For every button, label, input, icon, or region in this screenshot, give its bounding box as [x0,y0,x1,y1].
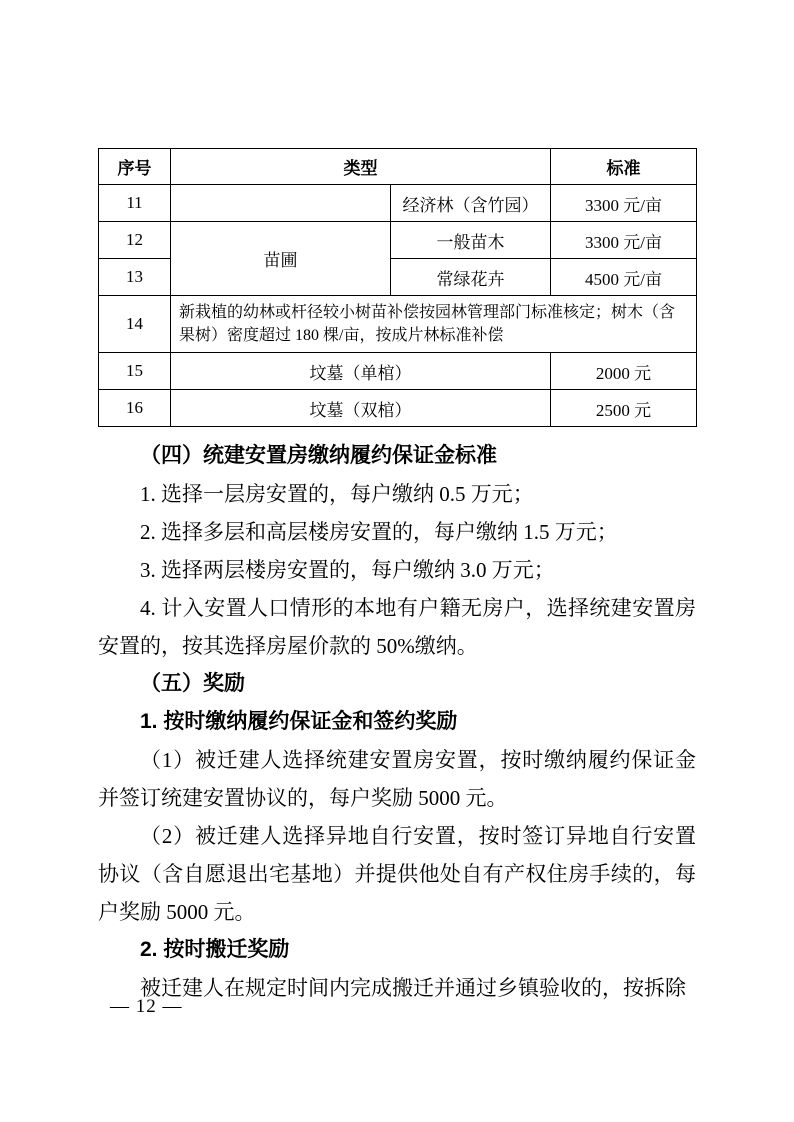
section-5-sub-1-paragraph-2: （2）被迁建人选择异地自行安置，按时签订异地自行安置协议（含自愿退出宅基地）并提供他处自有产权住房手续的，每户奖励 5000 元。 [98,824,696,924]
page-number: — 12 — [110,996,183,1017]
table-row-16 [99,390,697,427]
table-row-12 [99,222,697,259]
cell-no: 16 [99,390,171,427]
cell-standard: 4500 元/亩 [551,259,697,296]
cell-type-sub: 常绿花卉 [391,259,551,296]
cell-type-group-empty [171,185,391,222]
section-5-sub-2-paragraph-1: 被迁建人在规定时间内完成搬迁并通过乡镇验收的，按拆除 [140,976,686,1000]
col-header-standard: 标准 [551,149,697,185]
cell-type-sub: 经济林（含竹园） [391,185,551,222]
table-header-row [99,149,697,185]
cell-no: 12 [99,222,171,259]
section-4-item-2: 2. 选择多层和高层楼房安置的，每户缴纳 1.5 万元； [140,520,618,544]
section-5-sub-1-paragraph-1: （1）被迁建人选择统建安置房安置，按时缴纳履约保证金并签订统建安置协议的，每户奖励 5000 元。 [98,748,696,810]
cell-no: 11 [99,185,171,222]
cell-standard: 2500 元 [551,390,697,427]
cell-standard: 3300 元/亩 [551,185,697,222]
table-row-11 [99,185,697,222]
section-4-heading: （四）统建安置房缴纳履约保证金标准 [140,444,497,467]
section-5-heading: （五）奖励 [140,672,245,695]
cell-standard: 3300 元/亩 [551,222,697,259]
cell-standard: 2000 元 [551,353,697,390]
compensation-standards-table [98,148,697,427]
cell-type-description: 新栽植的幼林或杆径较小树苗补偿按园林管理部门标准核定；树木（含果树）密度超过 180 棵/亩，按成片林标准补偿 [171,296,697,353]
col-header-type: 类型 [171,149,551,185]
page-content [98,148,696,1007]
cell-type-full: 坟墓（双棺） [171,390,551,427]
section-4-item-1: 1. 选择一层房安置的，每户缴纳 0.5 万元； [140,482,534,506]
section-4-item-4: 4. 计入安置人口情形的本地有户籍无房户，选择统建安置房安置的，按其选择房屋价款的 50%缴纳。 [98,596,696,658]
cell-no: 15 [99,353,171,390]
section-5-sub-1-heading: 1. 按时缴纳履约保证金和签约奖励 [140,710,458,733]
table-row-14 [99,296,697,353]
section-5-sub-2-heading: 2. 按时搬迁奖励 [140,938,290,961]
cell-type-full: 坟墓（单棺） [171,353,551,390]
body-text [98,437,696,1007]
cell-type-sub: 一般苗木 [391,222,551,259]
cell-no: 14 [99,296,171,353]
cell-type-group: 苗圃 [171,222,391,296]
table-row-15 [99,353,697,390]
section-4-item-3: 3. 选择两层楼房安置的，每户缴纳 3.0 万元； [140,558,555,582]
col-header-no: 序号 [99,149,171,185]
cell-no: 13 [99,259,171,296]
